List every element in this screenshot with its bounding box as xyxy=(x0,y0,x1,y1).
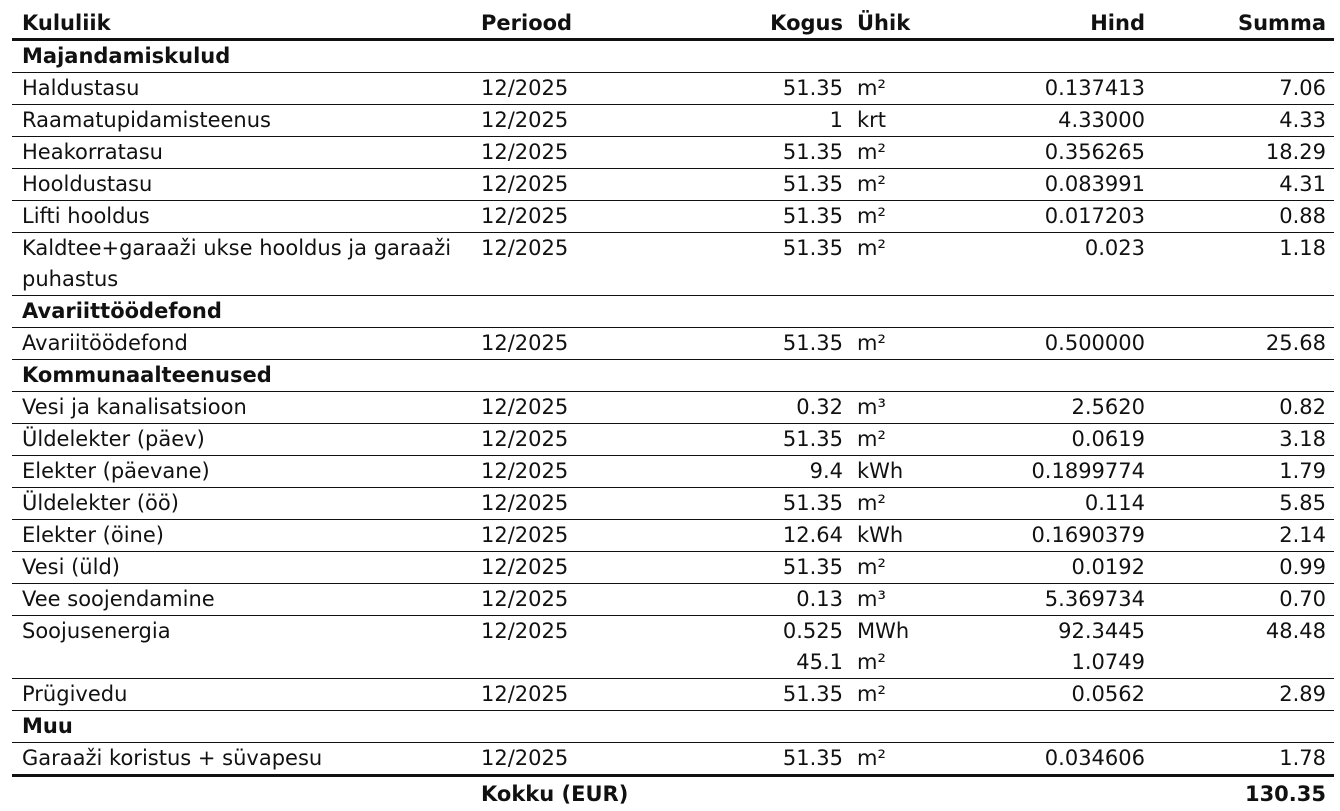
table-row xyxy=(12,392,1334,424)
cell-price: 5.369734 xyxy=(944,584,1151,616)
column-header-quantity: Kogus xyxy=(641,8,849,40)
cell-period: 12/2025 xyxy=(471,456,641,488)
table-row xyxy=(12,679,1334,711)
table-row xyxy=(12,137,1334,169)
cell-sum: 1.18 xyxy=(1151,233,1334,296)
cell-price: 0.137413 xyxy=(944,73,1151,105)
cell-quantity: 51.35 xyxy=(641,137,849,169)
cell-sum: 0.70 xyxy=(1151,584,1334,616)
cell-period: 12/2025 xyxy=(471,392,641,424)
column-header-unit: Ühik xyxy=(849,8,944,40)
column-header-price: Hind xyxy=(944,8,1151,40)
cell-sum: 5.85 xyxy=(1151,488,1334,520)
table-row xyxy=(12,520,1334,552)
table-row xyxy=(12,105,1334,137)
cell-quantity: 51.35 xyxy=(641,169,849,201)
cell-period: 12/2025 xyxy=(471,743,641,776)
cell-unit: m² xyxy=(849,488,944,520)
table-row xyxy=(12,169,1334,201)
cell-name: Vesi ja kanalisatsioon xyxy=(12,392,471,424)
cell-sum: 4.31 xyxy=(1151,169,1334,201)
table-row xyxy=(12,584,1334,616)
cell-name: Vee soojendamine xyxy=(12,584,471,616)
cell-name: Hooldustasu xyxy=(12,169,471,201)
total-sum: 130.35 xyxy=(1151,776,1334,811)
cell-name: Prügivedu xyxy=(12,679,471,711)
cost-table xyxy=(12,8,1334,811)
cell-quantity: 0.525 xyxy=(641,616,849,648)
table-row xyxy=(12,552,1334,584)
cell-quantity: 51.35 xyxy=(641,488,849,520)
section-header-row xyxy=(12,711,1334,743)
total-row xyxy=(12,776,1334,811)
total-spacer-3 xyxy=(944,776,1151,811)
cell-price: 0.500000 xyxy=(944,328,1151,360)
cell-period: 12/2025 xyxy=(471,137,641,169)
cell-quantity: 51.35 xyxy=(641,201,849,233)
cell-period xyxy=(471,647,641,679)
cell-unit: kWh xyxy=(849,456,944,488)
cell-name: Elekter (öine) xyxy=(12,520,471,552)
section-header-row xyxy=(12,296,1334,328)
table-row xyxy=(12,456,1334,488)
cell-sum: 18.29 xyxy=(1151,137,1334,169)
cell-price: 0.0192 xyxy=(944,552,1151,584)
cell-quantity: 51.35 xyxy=(641,73,849,105)
cell-quantity: 51.35 xyxy=(641,233,849,296)
cell-period: 12/2025 xyxy=(471,679,641,711)
table-row xyxy=(12,488,1334,520)
cell-unit: m² xyxy=(849,743,944,776)
table-row xyxy=(12,743,1334,776)
cell-unit: m² xyxy=(849,552,944,584)
table-header-row xyxy=(12,8,1334,40)
section-header-row xyxy=(12,360,1334,392)
cell-quantity: 51.35 xyxy=(641,679,849,711)
section-title: Majandamiskulud xyxy=(12,40,1334,73)
cell-quantity: 51.35 xyxy=(641,328,849,360)
cell-quantity: 51.35 xyxy=(641,552,849,584)
cell-name: Haldustasu xyxy=(12,73,471,105)
cell-name: Lifti hooldus xyxy=(12,201,471,233)
cell-period: 12/2025 xyxy=(471,201,641,233)
cell-price: 0.356265 xyxy=(944,137,1151,169)
cell-sum: 1.79 xyxy=(1151,456,1334,488)
cell-sum: 2.89 xyxy=(1151,679,1334,711)
cell-unit: MWh xyxy=(849,616,944,648)
cell-quantity: 45.1 xyxy=(641,647,849,679)
cell-period: 12/2025 xyxy=(471,169,641,201)
cell-unit: m³ xyxy=(849,584,944,616)
cell-unit: m² xyxy=(849,137,944,169)
cell-quantity: 51.35 xyxy=(641,743,849,776)
cell-name: Soojusenergia xyxy=(12,616,471,648)
cell-price: 0.083991 xyxy=(944,169,1151,201)
table-row xyxy=(12,73,1334,105)
cell-price: 4.33000 xyxy=(944,105,1151,137)
cell-period: 12/2025 xyxy=(471,488,641,520)
table-row xyxy=(12,328,1334,360)
section-title: Kommunaalteenused xyxy=(12,360,1334,392)
cell-unit: krt xyxy=(849,105,944,137)
column-header-name: Kululiik xyxy=(12,8,471,40)
cell-unit: m² xyxy=(849,201,944,233)
cell-period: 12/2025 xyxy=(471,328,641,360)
section-title: Muu xyxy=(12,711,1334,743)
cell-sum: 0.99 xyxy=(1151,552,1334,584)
cell-name: Kaldtee+garaaži ukse hooldus ja garaaži puhastus xyxy=(12,233,471,296)
cell-quantity: 12.64 xyxy=(641,520,849,552)
cell-quantity: 51.35 xyxy=(641,424,849,456)
cell-period: 12/2025 xyxy=(471,424,641,456)
cell-price: 1.0749 xyxy=(944,647,1151,679)
total-label: Kokku (EUR) xyxy=(471,776,849,811)
table-row xyxy=(12,647,1334,679)
cell-sum: 0.88 xyxy=(1151,201,1334,233)
cell-sum: 48.48 xyxy=(1151,616,1334,648)
section-header-row xyxy=(12,40,1334,73)
cell-period: 12/2025 xyxy=(471,105,641,137)
cell-price: 0.0619 xyxy=(944,424,1151,456)
cell-price: 2.5620 xyxy=(944,392,1151,424)
cell-name: Garaaži koristus + süvapesu xyxy=(12,743,471,776)
total-spacer xyxy=(12,776,471,811)
column-header-period: Periood xyxy=(471,8,641,40)
cell-unit: m² xyxy=(849,169,944,201)
cell-price: 0.1899774 xyxy=(944,456,1151,488)
table-body xyxy=(12,40,1334,776)
table-row xyxy=(12,201,1334,233)
cell-unit: m² xyxy=(849,679,944,711)
cell-sum: 25.68 xyxy=(1151,328,1334,360)
cell-period: 12/2025 xyxy=(471,584,641,616)
cell-price: 0.0562 xyxy=(944,679,1151,711)
cell-name: Vesi (üld) xyxy=(12,552,471,584)
cell-unit: m² xyxy=(849,328,944,360)
cell-price: 0.114 xyxy=(944,488,1151,520)
cell-price: 0.034606 xyxy=(944,743,1151,776)
cell-name xyxy=(12,647,471,679)
cell-price: 0.017203 xyxy=(944,201,1151,233)
total-spacer-2 xyxy=(849,776,944,811)
cell-quantity: 0.32 xyxy=(641,392,849,424)
cell-unit: m² xyxy=(849,233,944,296)
cell-name: Avariitöödefond xyxy=(12,328,471,360)
cell-name: Elekter (päevane) xyxy=(12,456,471,488)
cell-unit: m² xyxy=(849,73,944,105)
cell-sum: 2.14 xyxy=(1151,520,1334,552)
cell-name: Raamatupidamisteenus xyxy=(12,105,471,137)
cell-quantity: 1 xyxy=(641,105,849,137)
cell-unit: m³ xyxy=(849,392,944,424)
table-row xyxy=(12,424,1334,456)
cell-sum: 7.06 xyxy=(1151,73,1334,105)
cell-sum: 4.33 xyxy=(1151,105,1334,137)
cell-period: 12/2025 xyxy=(471,552,641,584)
cell-name: Üldelekter (öö) xyxy=(12,488,471,520)
cell-unit: m² xyxy=(849,647,944,679)
cell-period: 12/2025 xyxy=(471,616,641,648)
cell-sum: 0.82 xyxy=(1151,392,1334,424)
cell-name: Üldelekter (päev) xyxy=(12,424,471,456)
cell-quantity: 0.13 xyxy=(641,584,849,616)
table-row xyxy=(12,233,1334,296)
cell-period: 12/2025 xyxy=(471,73,641,105)
cell-sum: 3.18 xyxy=(1151,424,1334,456)
invoice-cost-breakdown xyxy=(12,0,1334,811)
cell-unit: kWh xyxy=(849,520,944,552)
cell-quantity: 9.4 xyxy=(641,456,849,488)
cell-unit: m² xyxy=(849,424,944,456)
table-row xyxy=(12,616,1334,648)
column-header-sum: Summa xyxy=(1151,8,1334,40)
cell-sum xyxy=(1151,647,1334,679)
cell-sum: 1.78 xyxy=(1151,743,1334,776)
section-title: Avariittöödefond xyxy=(12,296,1334,328)
cell-period: 12/2025 xyxy=(471,520,641,552)
cell-price: 0.023 xyxy=(944,233,1151,296)
cell-price: 92.3445 xyxy=(944,616,1151,648)
cell-name: Heakorratasu xyxy=(12,137,471,169)
cell-period: 12/2025 xyxy=(471,233,641,296)
cell-price: 0.1690379 xyxy=(944,520,1151,552)
